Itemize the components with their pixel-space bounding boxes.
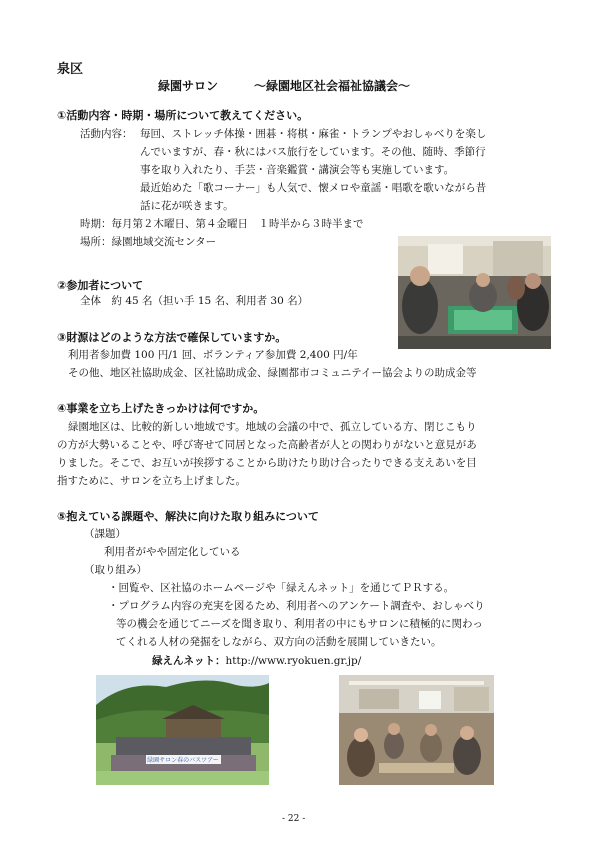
section5-heading: ⑤抱えている課題や、解決に向けた取り組みについて [57, 510, 319, 523]
funding-line: その他、地区社協助成金、区社協助成金、緑園都市コミュニテイー協会よりの助成金等 [68, 367, 477, 379]
time-line: 時期：毎月第２木曜日、第４金曜日 １時半から３時半まで [80, 218, 364, 230]
section3-heading: ③財源はどのような方法で確保していますか。 [57, 331, 287, 344]
action-label: （取り組み） [84, 564, 147, 576]
action-line: 等の機会を通じてニーズを聞き取り、利用者の中にもサロンに積極的に関わっ [116, 618, 483, 630]
section2-heading: ②参加者について [57, 279, 144, 292]
page-title: 緑園サロン ～緑園地区社会福祉協議会～ [158, 79, 411, 93]
section1-heading: ①活動内容・時期・場所について教えてください。 [57, 109, 309, 122]
network-link-row [152, 653, 361, 668]
network-label: 緑えんネット： [152, 655, 226, 667]
action-line: ・プログラム内容の充実を図るため、利用者へのアンケート調査や、おしゃべり [108, 600, 485, 612]
page-number: - 22 - [282, 814, 306, 824]
section4-heading: ④事業を立ち上げたきっかけは何ですか。 [57, 402, 265, 415]
issue-label: （課題） [84, 528, 126, 540]
content-line: 話に花が咲きます。 [140, 200, 234, 212]
reason-line: 緑園地区は、比較的新しい地域です。地域の会議の中で、孤立している方、閉じこもり [68, 421, 477, 433]
place-line: 場所：緑園地域交流センター [80, 236, 217, 248]
reason-line: の方が大勢いることや、呼び寄せて同居となった高齢者が人との関わりがないと意見があ [57, 439, 477, 451]
funding-line: 利用者参加費 100 円/1 回、ボランティア参加費 2,400 円/年 [68, 349, 358, 361]
bus-tour-banner: 緑園サロン春のバスツアー [147, 757, 219, 764]
participants-line: 全体 約 45 名（担い手 15 名、利用者 30 名） [80, 295, 309, 307]
action-line: ・回覧や、区社協のホームページや「緑えんネット」を通じてＰＲする。 [108, 582, 455, 594]
action-line: てくれる人材の発掘をしながら、双方向の活動を展開していきたい。 [116, 636, 442, 648]
network-url-link[interactable]: http://www.ryokuen.gr.jp/ [225, 655, 362, 667]
ward-label: 泉区 [57, 62, 84, 77]
salon-room-photo [339, 675, 494, 785]
mahjong-photo [398, 236, 551, 349]
content-line: 事を取り入れたり、手芸・音楽鑑賞・講演会等も実施しています。 [140, 164, 455, 176]
issue-text: 利用者がやや固定化している [104, 546, 241, 558]
reason-line: 指すために、サロンを立ち上げました。 [57, 475, 246, 487]
content-line: 最近始めた「歌コーナー」も人気で、懐メロや童謡・唱歌を歌いながら昔 [140, 182, 487, 194]
reason-line: りました。そこで、お互いが挨拶することから助けたり助け合ったりできる支えあいを目 [57, 457, 477, 469]
content-line: んでいますが、春・秋にはバス旅行をしています。その他、随時、季節行 [140, 146, 486, 158]
content-label: 活動内容： [80, 128, 133, 140]
bus-tour-group-photo [96, 675, 269, 785]
content-line: 毎回、ストレッチ体操・囲碁・将棋・麻雀・トランプやおしゃべりを楽し [140, 128, 487, 140]
